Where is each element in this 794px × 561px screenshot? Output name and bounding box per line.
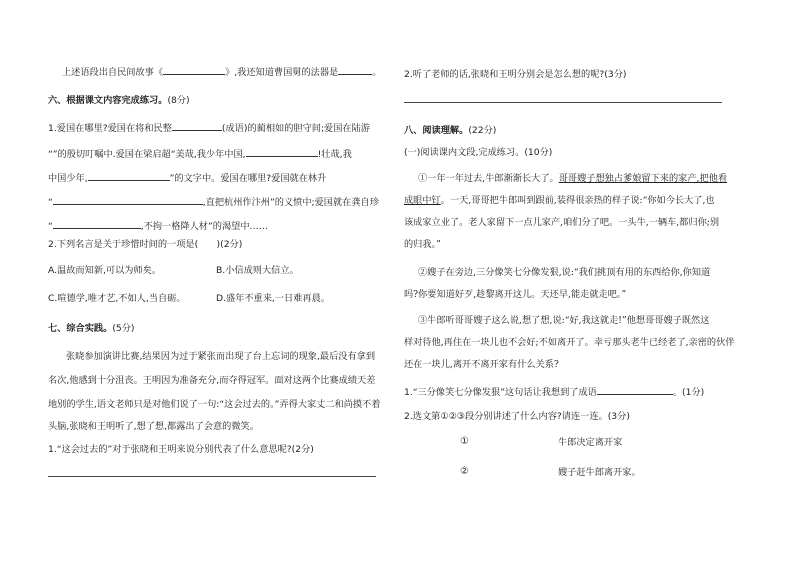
reading-line-3: 该成家立业了。老人家留下一点儿家产,咱们分了吧。一头牛,一辆车,都归你;别 [404,217,720,228]
blank-gong-zizhen[interactable] [53,218,141,229]
blank-idiom[interactable] [172,120,222,131]
option-b[interactable]: B.小信成则大信立。 [216,265,299,276]
reading-line-2 [404,194,715,207]
reading-line-9: 还在一块儿,离开不离开家有什么关系? [404,359,559,370]
match-number-2[interactable]: ② [460,466,469,477]
reading-line-7: ③牛郎听哥哥嫂子这么说,想了想,说:“好,我这就走!”他想哥哥嫂子既然这 [418,315,710,326]
q1-line3 [48,170,326,185]
reading-q1 [404,384,704,399]
option-d[interactable]: D.盛年不重来,一日难再晨。 [216,293,330,304]
q2-question: 2.下列名言是关于珍惜时间的一项是( )(2分) [48,239,243,250]
q1-line2 [48,146,352,161]
reading-line-4: 的归我。” [404,239,441,250]
reading-q2: 2.选文第①②③段分别讲述了什么内容?请连一连。(3分) [404,411,630,422]
reading-text-1a: ①一年一年过去,牛郎渐渐长大了。 [418,173,559,184]
blank-story-name[interactable] [163,64,225,75]
q1-line5 [48,218,268,233]
answer-line-q7-1[interactable] [48,476,376,477]
q1-text-d: !壮哉,我 [317,149,352,160]
q1-text-e: 中国少年, [48,173,88,184]
q1-text-h: ,直把杭州作汴州”的义愤中;爱国就在龚自珍 [202,197,379,208]
reading-line-1 [418,172,727,185]
q1-text-a: 1.爱国在哪里?爱国在将和民整 [48,123,172,134]
section-7-heading [48,322,135,335]
q1-text-b: (成语)的蔺相如的胆守间;爱国在陆游 [221,123,370,134]
q1-text-c: “”的殷切叮嘱中.爱国在梁启超“美哉,我少年中国, [48,149,246,160]
option-a[interactable]: A.温故而知新,可以为师矣。 [48,265,162,276]
q1-text-f: ”的文字中。爱国在哪里?爱国就在林升 [169,173,327,184]
passage-line-3: 地别的学生,语文老师只是对他们说了一句:“这会过去的。”弄得大家丈二和尚摸不着 [48,399,381,410]
q1-text-g: “ [48,197,53,208]
q1-text-i: “ [48,221,53,232]
section-6-points: (8分) [167,95,190,106]
text-l1a: 上述语段出自民间故事《 [62,67,164,78]
q7-2-question: 2.听了老师的话,张晓和王明分别会是怎么想的呢?(3分) [404,69,627,80]
reading-text-2b: 。一天,哥哥把牛郎叫到跟前,装得很亲热的样子说:“你如今长大了,也 [440,195,715,206]
match-option-2[interactable]: 嫂子赶牛郎离开家。 [558,467,641,478]
option-c[interactable]: C.喧德学,唯才艺,不如人,当自砺。 [48,293,186,304]
reading-line-8: 样对待他,再住在一块儿也不会好;不如离开了。幸亏那头老牛已经老了,亲密的伙伴 [404,337,735,348]
text-l1c: 。 [372,67,382,78]
match-option-1[interactable]: 牛郎决定离开家 [558,437,623,448]
blank-idiom-answer[interactable] [597,384,673,395]
q7-1-question: 1.“这会过去的”对于张晓和王明来说分别代表了什么意思呢?(2分) [48,444,314,455]
q1-line1 [48,120,370,135]
passage-line-4: 头脑,张晓和王明听了,想了想,都露出了会意的微笑。 [48,421,259,432]
section-7-points: (5分) [112,323,135,334]
q1-line4 [48,194,379,209]
reading-q1-points: 。(1分) [672,387,705,398]
section-6-heading [48,94,190,107]
passage-line-1: 张晓参加演讲比赛,结果因为过于紧张而出现了台上忘词的现象,最后没有拿到 [66,351,376,362]
section-6-title: 六、根据课文内容完成练习。 [48,95,168,106]
blank-lin-sheng[interactable] [53,194,203,205]
passage-line-2: 名次,他感到十分沮丧。王明因为准备充分,而夺得冠军。面对这两个比赛成绩天差 [48,375,376,386]
section-7-title: 七、综合实践。 [48,323,113,334]
text-l1b: 》,我还知道曹国舅的法器是 [225,67,339,78]
section-8-title: 八、阅读理解。 [404,125,469,136]
blank-young-china[interactable] [88,170,170,181]
reading-line-6: 吗?你要知道好歹,趁黎离开这儿。天还早,能走就走吧。” [404,289,627,300]
reading-line-5: ②嫂子在旁边,三分像笑七分像发狠,说:“我们挑顶有用的东西给你,你知道 [418,267,711,278]
section-8-heading [404,124,496,137]
subsection-1-title: (一)阅读课内文段,完成练习。(10分) [404,147,553,158]
answer-line-q7-2[interactable] [404,102,722,103]
underlined-idiom: 成眼中钉 [404,195,441,206]
blank-line-story [62,64,381,79]
blank-liang-qichao[interactable] [246,146,318,157]
section-8-points: (22分) [468,125,497,136]
reading-q1-text: 1.“三分像笑七分像发狠”这句话让我想到了成语 [404,387,597,398]
q1-text-j: ,不拘一格降人材”的渴望中…… [140,221,268,232]
blank-artifact[interactable] [338,64,372,75]
underlined-sentence: 哥哥嫂子想独占爹娘留下来的家产,把他看 [558,173,728,184]
match-number-1[interactable]: ① [460,436,469,447]
